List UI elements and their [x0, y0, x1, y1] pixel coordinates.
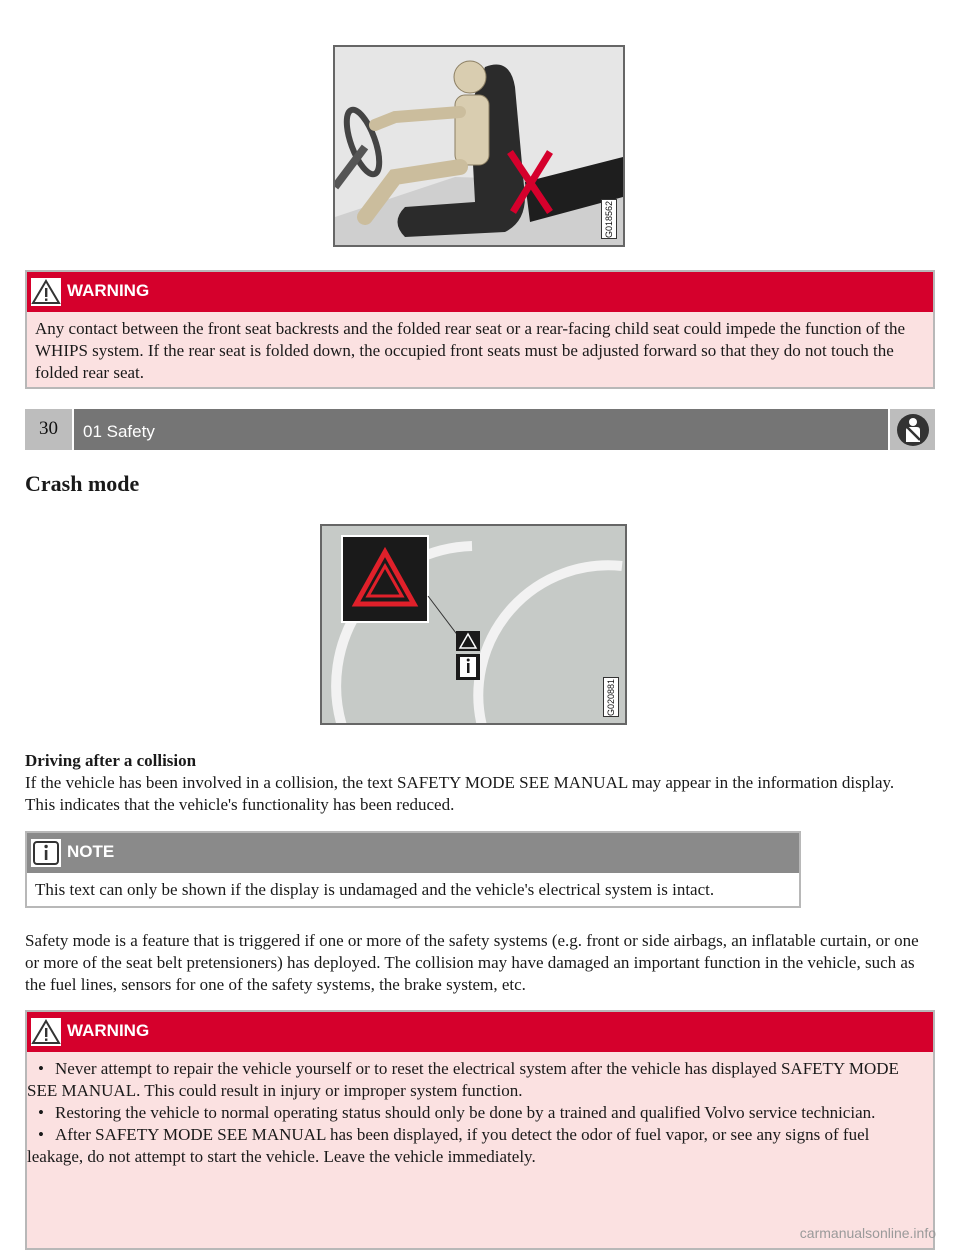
- warning-box-safety-mode: [25, 1010, 935, 1250]
- chapter-title: 01 Safety: [74, 409, 888, 450]
- driving-text: If the vehicle has been involved in a collision, the text SAFETY MODE SEE MANUAL may appear in the information display. This indicates that the vehicle's functionality has been reduced.: [25, 773, 895, 814]
- subheading: Driving after a collision: [25, 751, 197, 770]
- note-box: [25, 831, 801, 908]
- list-item: • After SAFETY MODE SEE MANUAL has been displayed, if you detect the odor of fuel vapor, or see any signs of fuel leakage, do not attempt to start the vehicle. Leave the vehicle immediately.: [27, 1125, 870, 1166]
- watermark: carmanualsonline.info: [799, 1225, 936, 1241]
- figure-code: G018562: [601, 199, 617, 239]
- note-text: This text can only be shown if the display is undamaged and the vehicle's electrical system is intact.: [35, 880, 715, 899]
- section-bar: [25, 409, 935, 450]
- figure-instrument-cluster: [320, 524, 627, 725]
- warning-text: Any contact between the front seat backrests and the folded rear seat or a rear-facing child seat could impede the function of the WHIPS system. If the rear seat is folded down, the occupied front seats must be adjusted forward so that they do not touch the folded rear seat.: [35, 319, 906, 382]
- warning-box-whips: [25, 270, 935, 389]
- instrument-cluster-illustration: [322, 526, 625, 723]
- figure-code: G020881: [603, 677, 619, 717]
- safety-mode-paragraph: Safety mode is a feature that is triggered if one or more of the safety systems (e.g. front or side airbags, an inflatable curtain, or one or more of the seat belt pretensioners) has deployed. The collision may have damaged an important function in the vehicle, such as the fuel lines, sensors for one of the safety systems, the brake system, etc.: [25, 931, 919, 994]
- warning-triangle-icon: [31, 278, 61, 306]
- warning-list: [27, 1058, 925, 1168]
- warning-heading: WARNING: [67, 1021, 150, 1040]
- warning-heading: WARNING: [67, 281, 150, 300]
- page-title: Crash mode: [25, 471, 140, 496]
- list-item: • Restoring the vehicle to normal operating status should only be done by a trained and qualified Volvo service technician.: [38, 1103, 876, 1122]
- seatbelt-icon: [890, 409, 935, 450]
- driving-after-collision: [25, 750, 925, 816]
- warning-header: [27, 1012, 933, 1052]
- note-heading: NOTE: [67, 842, 115, 861]
- note-header: [27, 833, 799, 873]
- info-icon: [31, 839, 61, 867]
- page-number: 30: [25, 409, 72, 450]
- figure-seat-whips: [333, 45, 625, 247]
- warning-triangle-icon: [31, 1018, 61, 1046]
- seat-dummy-illustration: [335, 47, 623, 245]
- warning-header: [27, 272, 933, 312]
- list-item: • Never attempt to repair the vehicle yourself or to reset the electrical system after the vehicle has displayed SAFETY MODE SEE MANUAL. This could result in injury or improper system function.: [27, 1059, 899, 1100]
